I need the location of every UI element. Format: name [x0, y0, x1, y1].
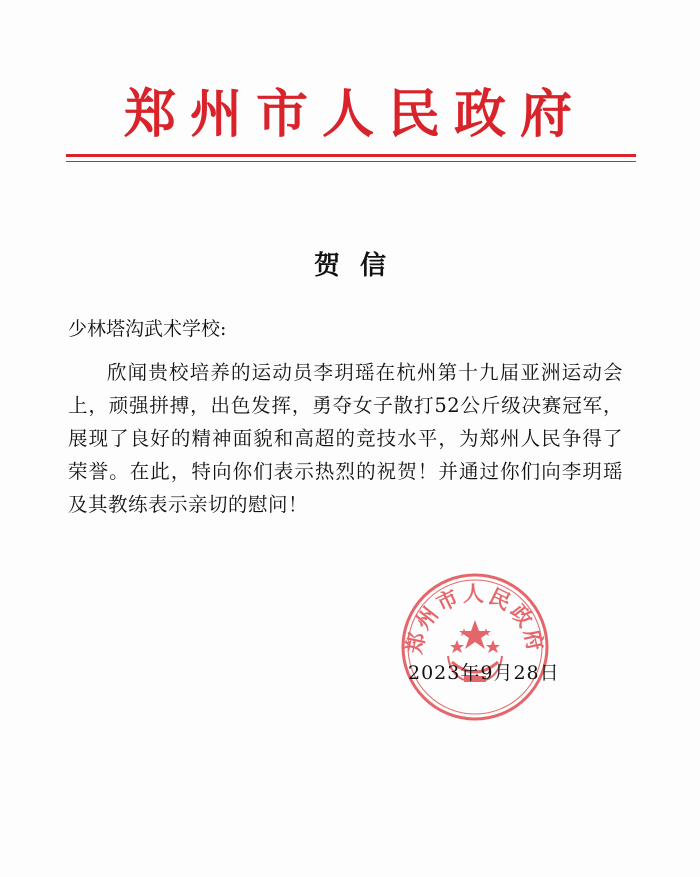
letter-date: 2023年9月28日	[408, 662, 560, 684]
header-rule-thin	[66, 161, 636, 162]
svg-text:郑州市人民政府	[401, 581, 549, 657]
header-rule-thick	[66, 154, 636, 157]
letter-body: 欣闻贵校培养的运动员李玥瑶在杭州第十九届亚洲运动会上，顽强拼搏，出色发挥，勇夺女子散打52公斤级决赛冠军，展现了良好的精神面貌和高超的竞技水平，为郑州人民争得了荣誉。在此，特向你们表示热烈的祝贺！并通过你们向李玥瑶及其教练表示亲切的慰问！	[68, 361, 623, 516]
official-seal-icon	[400, 572, 550, 722]
seal-text: 郑州市人民政府	[401, 581, 549, 656]
issuer-header: 郑州市人民政府	[123, 84, 586, 145]
letter-title: 贺信	[313, 251, 406, 281]
letter-salutation: 少林塔沟武术学校:	[68, 318, 227, 340]
